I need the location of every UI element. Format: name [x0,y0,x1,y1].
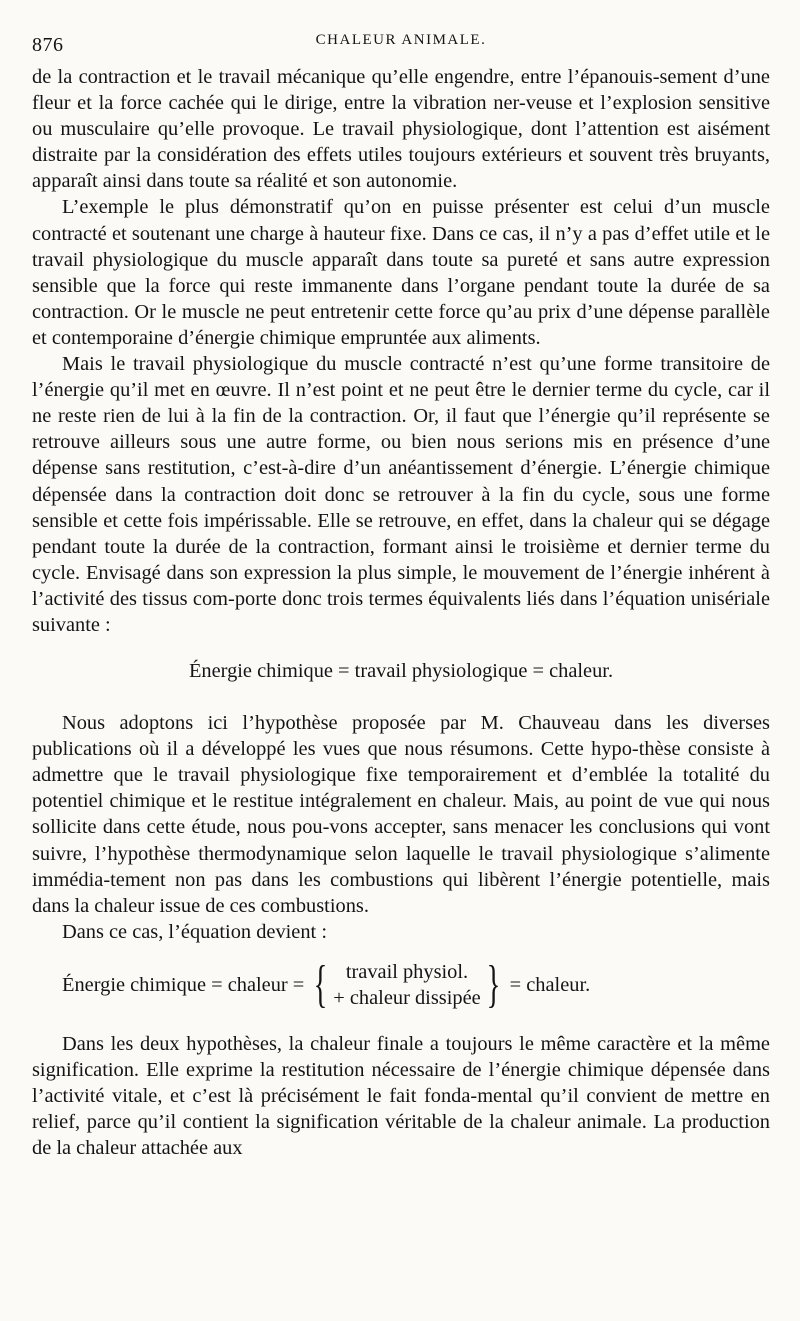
paragraph-5: Dans ce cas, l’équation devient : [62,920,327,943]
page-number: 876 [32,34,64,56]
brace-group [308,955,505,1013]
equation-unisériale: Énergie chimique = travail physiologique = chaleur. [188,660,614,683]
right-brace-glyph: } [486,955,501,1013]
paragraph-2: L’exemple le plus démonstratif qu’on en puisse présenter est celui d’un muscle contracté et soutenant une charge à hauteur fixe. Dans ce cas, il n’y a pas d’effet utile et le travail physiologique du muscle apparaît dans toute sa pureté et sans autre expression sensible que la force qui reste immanente dans l’organe pendant toute la durée de sa contraction. Or le muscle ne peut entretenir cette force qu’au prix d’une dépense parallèle et contemporaine d’énergie chimique empruntée aux aliments. [32,196,770,349]
paragraph-3: Mais le travail physiologique du muscle contracté n’est qu’une forme transitoire de l’énergie qu’il met en œuvre. Il n’est point et ne peut être le dernier terme du cycle, car il ne reste rien de lui à la fin de la contraction. Or, il faut que l’énergie qu’il représente se retrouve ailleurs sous une autre forme, ou bien nous serions mis en présence d’une dépense sans restitution, c’est-à-dire d’un anéantissement d’énergie. L’énergie chimique dépensée dans la contraction doit donc se retrouver à la fin du cycle, sous une forme sensible et cette fois impérissable. Elle se retrouve, en effet, dans la chaleur qui se dégage pendant toute la durée de la contraction, formant ainsi le troisième et dernier terme du cycle. Envisagé dans son expression la plus simple, le mouvement de l’énergie inhérent à l’activité des tissus com-porte donc trois termes équivalents liés dans l’équation unisériale suivante : [32,353,770,636]
brace-line-1: travail physiol. [345,960,469,983]
paragraph-1: de la contraction et le travail mécanique qu’elle engendre, entre l’épanouis-sement d’une fleur et la force cachée qui le dirige, entre la vibration ner-veuse et l’explosion sensitive ou musculaire qu’elle provoque. Le travail physiologique, dont l’attention est aisément distraite par la considération des effets utiles toujours extérieurs et souvent très bruyants, apparaît ainsi dans toute sa réalité et son autonomie. [32,66,770,193]
equation-left: Énergie chimique = chaleur = [62,973,305,996]
paragraph-6: Dans les deux hypothèses, la chaleur finale a toujours le même caractère et la même signification. Elle exprime la restitution nécessaire de l’énergie chimique dépensée dans l’activité vitale, et c’est là précisément le fait fonda-mental qu’il convient de mettre en relief, parce qu’il contient la signification véritable de la chaleur animale. La production de la chaleur attachée aux [32,1032,770,1160]
page-header [32,22,770,64]
equation-right: = chaleur. [509,973,591,996]
brace-lines [333,959,480,1011]
left-brace-glyph: { [313,955,328,1013]
equation-thermodynamique [32,955,770,1013]
running-title: CHALEUR ANIMALE. [315,32,487,48]
paragraph-4: Nous adoptons ici l’hypothèse proposée par M. Chauveau dans les diverses publications où il a développé les vues que nous résumons. Cette hypo-thèse consiste à admettre que le travail physiologique fixe temporairement et d’emblée la totalité du potentiel chimique et le restitue intégralement en chaleur. Mais, au point de vue qui nous sollicite dans cette étude, nous pou-vons accepter, sans menacer les conclusions qui vont suivre, l’hypothèse thermodynamique selon laquelle le travail physiologique s’alimente immédia-tement non pas dans les combustions qui libèrent l’énergie potentielle, mais dans la chaleur issue de ces combustions. [32,712,770,917]
brace-line-2: + chaleur dissipée [333,986,481,1009]
